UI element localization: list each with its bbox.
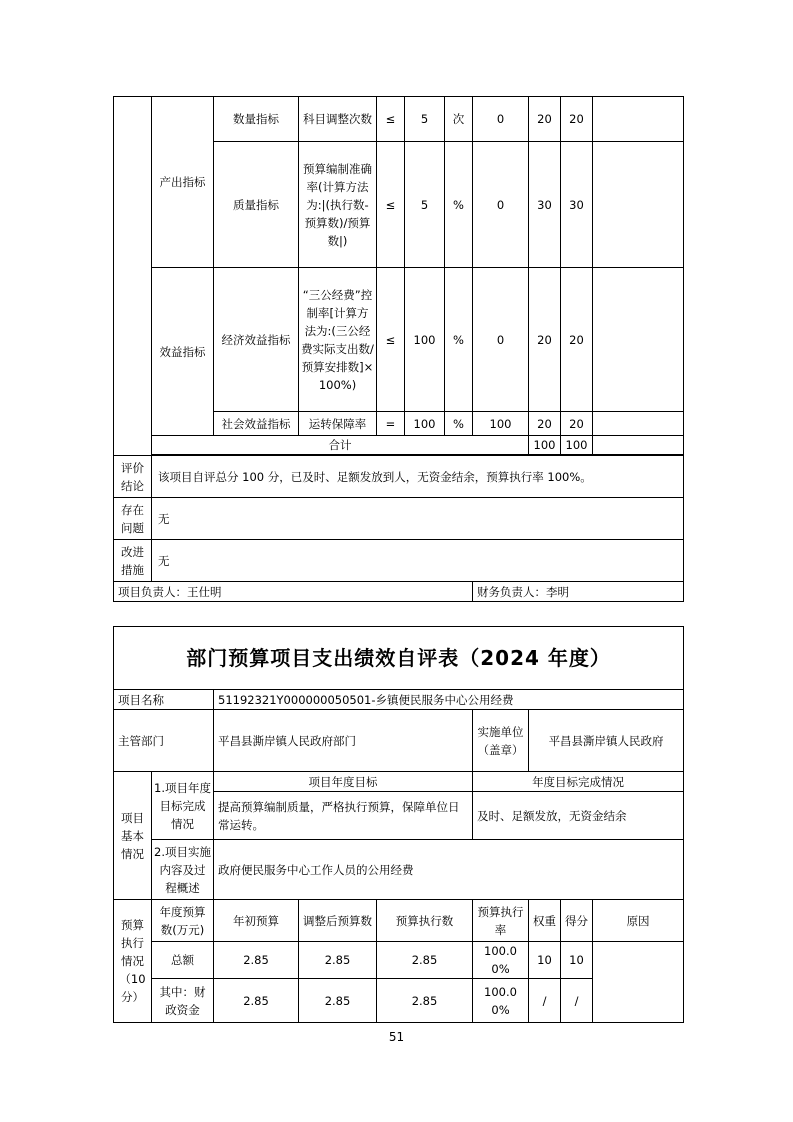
- project-name-label: 项目名称: [114, 690, 214, 710]
- sub-indicator: 质量指标: [214, 142, 299, 268]
- page-title: 部门预算项目支出绩效自评表（2024 年度）: [114, 627, 684, 690]
- output-indicator-label: 产出指标: [152, 97, 214, 268]
- indicator-unit: %: [445, 268, 473, 412]
- indicator-reason: [593, 97, 684, 142]
- exec-adjusted: 2.85: [299, 979, 377, 1023]
- indicator-name: 科目调整次数: [299, 97, 377, 142]
- exec-header: 年初预算: [214, 900, 299, 942]
- indicator-operator: ≤: [377, 97, 405, 142]
- sub-indicator: 经济效益指标: [214, 268, 299, 412]
- indicator-score: 20: [561, 412, 593, 436]
- basic-info-label: 项目基本情况: [114, 772, 152, 900]
- exec-rate: 100.00%: [473, 942, 529, 979]
- indicator-unit: 次: [445, 97, 473, 142]
- exec-header: 预算执行数: [377, 900, 473, 942]
- goal-header: 项目年度目标: [214, 772, 473, 792]
- indicator-name: “三公经费”控制率[计算方法为:(三公经费实际支出数/预算安排数]×100%): [299, 268, 377, 412]
- indicator-reason: [593, 268, 684, 412]
- dept-value: 平昌县澌岸镇人民政府部门: [214, 710, 473, 772]
- indicator-actual: 0: [473, 268, 529, 412]
- dept-label: 主管部门: [114, 710, 214, 772]
- indicator-score: 20: [561, 268, 593, 412]
- content-text: 政府便民服务中心工作人员的公用经费: [214, 840, 684, 900]
- exec-weight: 10: [529, 942, 561, 979]
- exec-reason: [593, 942, 684, 1023]
- goal-done-header: 年度目标完成情况: [473, 772, 684, 792]
- total-label: 合计: [152, 436, 529, 455]
- exec-header: 原因: [593, 900, 684, 942]
- benefit-indicator-label: 效益指标: [152, 268, 214, 436]
- exec-adjusted: 2.85: [299, 942, 377, 979]
- exec-rate: 100.00%: [473, 979, 529, 1023]
- indicator-operator: ≤: [377, 268, 405, 412]
- exec-header: 得分: [561, 900, 593, 942]
- indicator-name: 运转保障率: [299, 412, 377, 436]
- indicator-actual: 0: [473, 142, 529, 268]
- indicator-blank-cell: [114, 97, 152, 456]
- indicator-weight: 20: [529, 412, 561, 436]
- impl-value: 平昌县澌岸镇人民政府: [529, 710, 684, 772]
- exec-header: 调整后预算数: [299, 900, 377, 942]
- indicator-target: 5: [405, 97, 445, 142]
- exec-score: 10: [561, 942, 593, 979]
- indicator-weight: 20: [529, 97, 561, 142]
- indicator-reason: [593, 142, 684, 268]
- indicator-target: 100: [405, 268, 445, 412]
- indicator-score: 20: [561, 97, 593, 142]
- exec-executed: 2.85: [377, 942, 473, 979]
- indicator-table: [113, 96, 684, 602]
- goal-label: 1.项目年度目标完成情况: [152, 772, 214, 840]
- eval-text: 该项目自评总分 100 分，已及时、足额发放到人，无资金结余，预算执行率 100%。: [152, 456, 684, 498]
- exec-header: 权重: [529, 900, 561, 942]
- exec-weight: /: [529, 979, 561, 1023]
- project-lead: 项目负责人：王仕明: [114, 582, 473, 602]
- indicator-operator: ≤: [377, 142, 405, 268]
- exec-row-label: 总额: [152, 942, 214, 979]
- exec-initial: 2.85: [214, 942, 299, 979]
- indicator-name: 预算编制准确率(计算方法为:|(执行数-预算数)/预算数|): [299, 142, 377, 268]
- goal-done-text: 及时、足额发放，无资金结余: [473, 792, 684, 840]
- impl-label: 实施单位（盖章）: [473, 710, 529, 772]
- issues-text: 无: [152, 498, 684, 540]
- improve-text: 无: [152, 540, 684, 582]
- indicator-actual: 100: [473, 412, 529, 436]
- sub-indicator: 社会效益指标: [214, 412, 299, 436]
- indicator-target: 100: [405, 412, 445, 436]
- indicator-weight: 20: [529, 268, 561, 412]
- total-weight: 100: [529, 436, 561, 455]
- page-number: 51: [388, 1030, 405, 1044]
- exec-executed: 2.85: [377, 979, 473, 1023]
- indicator-unit: %: [445, 412, 473, 436]
- finance-lead: 财务负责人：李明: [473, 582, 684, 602]
- exec-label: 预算执行情况（10分）: [114, 900, 152, 1023]
- self-eval-table: [113, 626, 684, 1023]
- goal-text: 提高预算编制质量，严格执行预算，保障单位日常运转。: [214, 792, 473, 840]
- indicator-unit: %: [445, 142, 473, 268]
- project-name: 51192321Y000000050501-乡镇便民服务中心公用经费: [214, 690, 684, 710]
- indicator-weight: 30: [529, 142, 561, 268]
- indicator-reason: [593, 412, 684, 436]
- content-label: 2.项目实施内容及过程概述: [152, 840, 214, 900]
- exec-header: 预算执行率: [473, 900, 529, 942]
- indicator-operator: =: [377, 412, 405, 436]
- indicator-target: 5: [405, 142, 445, 268]
- total-reason: [593, 436, 684, 455]
- exec-header: 年度预算数(万元): [152, 900, 214, 942]
- indicator-actual: 0: [473, 97, 529, 142]
- exec-score: /: [561, 979, 593, 1023]
- total-score: 100: [561, 436, 593, 455]
- exec-initial: 2.85: [214, 979, 299, 1023]
- indicator-score: 30: [561, 142, 593, 268]
- eval-label: 评价结论: [114, 456, 152, 498]
- exec-row-label: 其中：财政资金: [152, 979, 214, 1023]
- sub-indicator: 数量指标: [214, 97, 299, 142]
- issues-label: 存在问题: [114, 498, 152, 540]
- improve-label: 改进措施: [114, 540, 152, 582]
